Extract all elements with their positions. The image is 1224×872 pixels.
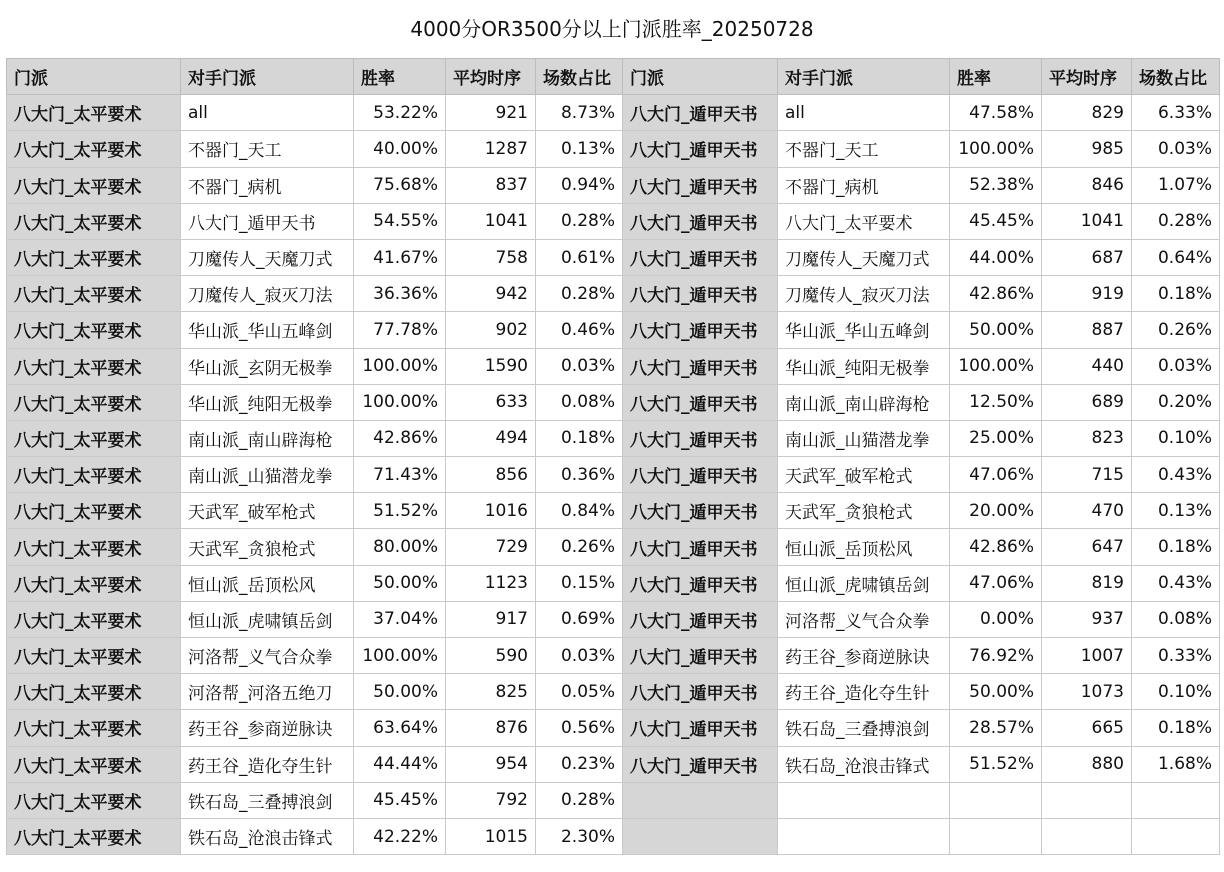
cell-avg-time-right[interactable]: 647 bbox=[1042, 529, 1132, 565]
cell-avg-time-left[interactable]: 1590 bbox=[446, 348, 536, 384]
cell-share-left[interactable]: 0.05% bbox=[536, 674, 623, 710]
cell-share-right[interactable]: 0.10% bbox=[1132, 674, 1220, 710]
cell-avg-time-left[interactable]: 942 bbox=[446, 276, 536, 312]
cell-opponent-right[interactable]: 南山派_山猫潜龙拳 bbox=[778, 420, 950, 456]
cell-winrate-left[interactable]: 42.86% bbox=[354, 420, 446, 456]
header-avg-time-right[interactable]: 平均时序 bbox=[1042, 59, 1132, 95]
table-row bbox=[7, 493, 1220, 529]
cell-winrate-left[interactable]: 41.67% bbox=[354, 239, 446, 275]
cell-avg-time-left[interactable]: 729 bbox=[446, 529, 536, 565]
cell-opponent-right[interactable]: all bbox=[778, 95, 950, 131]
cell-winrate-right[interactable]: 50.00% bbox=[950, 312, 1042, 348]
cell-avg-time-right[interactable]: 919 bbox=[1042, 276, 1132, 312]
cell-opponent-right[interactable]: 刀魔传人_天魔刀式 bbox=[778, 239, 950, 275]
cell-winrate-left[interactable]: 40.00% bbox=[354, 131, 446, 167]
cell-avg-time-right[interactable]: 665 bbox=[1042, 710, 1132, 746]
cell-avg-time-right[interactable]: 440 bbox=[1042, 348, 1132, 384]
cell-share-left[interactable]: 0.26% bbox=[536, 529, 623, 565]
cell-opponent-right[interactable]: 刀魔传人_寂灭刀法 bbox=[778, 276, 950, 312]
cell-school-right[interactable]: 八大门_遁甲天书 bbox=[623, 312, 778, 348]
cell-avg-time-left[interactable]: 1016 bbox=[446, 493, 536, 529]
cell-opponent-right[interactable]: 华山派_纯阳无极拳 bbox=[778, 348, 950, 384]
cell-school-left[interactable]: 八大门_太平要术 bbox=[7, 601, 181, 637]
header-share-right[interactable]: 场数占比 bbox=[1132, 59, 1220, 95]
cell-share-left[interactable]: 0.08% bbox=[536, 384, 623, 420]
cell-avg-time-right[interactable]: 715 bbox=[1042, 457, 1132, 493]
cell-school-right[interactable]: 八大门_遁甲天书 bbox=[623, 276, 778, 312]
cell-school-left[interactable]: 八大门_太平要术 bbox=[7, 746, 181, 782]
cell-opponent-right[interactable] bbox=[778, 782, 950, 818]
cell-school-left[interactable]: 八大门_太平要术 bbox=[7, 710, 181, 746]
cell-share-left[interactable]: 0.28% bbox=[536, 203, 623, 239]
cell-school-right[interactable]: 八大门_遁甲天书 bbox=[623, 95, 778, 131]
cell-school-left[interactable]: 八大门_太平要术 bbox=[7, 782, 181, 818]
table-row bbox=[7, 312, 1220, 348]
cell-share-right[interactable]: 0.43% bbox=[1132, 565, 1220, 601]
cell-opponent-left[interactable]: 南山派_南山辟海枪 bbox=[181, 420, 354, 456]
header-row bbox=[7, 59, 1220, 95]
cell-share-left[interactable]: 0.84% bbox=[536, 493, 623, 529]
cell-share-right[interactable]: 0.18% bbox=[1132, 276, 1220, 312]
cell-opponent-left[interactable]: 天武军_贪狼枪式 bbox=[181, 529, 354, 565]
cell-share-left[interactable]: 0.69% bbox=[536, 601, 623, 637]
cell-avg-time-right[interactable]: 937 bbox=[1042, 601, 1132, 637]
cell-share-left[interactable]: 0.46% bbox=[536, 312, 623, 348]
cell-winrate-left[interactable]: 51.52% bbox=[354, 493, 446, 529]
cell-winrate-right[interactable]: 47.58% bbox=[950, 95, 1042, 131]
cell-school-left[interactable]: 八大门_太平要术 bbox=[7, 565, 181, 601]
cell-opponent-right[interactable]: 铁石岛_沧浪击锋式 bbox=[778, 746, 950, 782]
table-row bbox=[7, 420, 1220, 456]
cell-share-right[interactable]: 0.28% bbox=[1132, 203, 1220, 239]
cell-share-left[interactable]: 0.03% bbox=[536, 638, 623, 674]
cell-opponent-left[interactable]: 恒山派_岳顶松风 bbox=[181, 565, 354, 601]
cell-winrate-left[interactable]: 80.00% bbox=[354, 529, 446, 565]
table-row bbox=[7, 818, 1220, 854]
cell-winrate-right[interactable]: 12.50% bbox=[950, 384, 1042, 420]
cell-school-right[interactable]: 八大门_遁甲天书 bbox=[623, 384, 778, 420]
cell-avg-time-right[interactable] bbox=[1042, 818, 1132, 854]
cell-winrate-right[interactable]: 42.86% bbox=[950, 529, 1042, 565]
cell-winrate-right[interactable]: 44.00% bbox=[950, 239, 1042, 275]
cell-winrate-right[interactable]: 42.86% bbox=[950, 276, 1042, 312]
cell-winrate-left[interactable]: 42.22% bbox=[354, 818, 446, 854]
table-row bbox=[7, 276, 1220, 312]
cell-share-right[interactable]: 0.03% bbox=[1132, 348, 1220, 384]
cell-share-right[interactable]: 6.33% bbox=[1132, 95, 1220, 131]
cell-share-right[interactable]: 0.18% bbox=[1132, 529, 1220, 565]
cell-avg-time-right[interactable]: 846 bbox=[1042, 167, 1132, 203]
cell-opponent-left[interactable]: 华山派_华山五峰剑 bbox=[181, 312, 354, 348]
cell-avg-time-right[interactable]: 689 bbox=[1042, 384, 1132, 420]
cell-share-right[interactable]: 1.07% bbox=[1132, 167, 1220, 203]
cell-school-left[interactable]: 八大门_太平要术 bbox=[7, 818, 181, 854]
cell-winrate-right[interactable]: 47.06% bbox=[950, 565, 1042, 601]
cell-share-right[interactable]: 0.20% bbox=[1132, 384, 1220, 420]
cell-share-right[interactable]: 0.64% bbox=[1132, 239, 1220, 275]
cell-school-right[interactable]: 八大门_遁甲天书 bbox=[623, 420, 778, 456]
cell-school-right[interactable]: 八大门_遁甲天书 bbox=[623, 746, 778, 782]
cell-opponent-right[interactable]: 药王谷_造化夺生针 bbox=[778, 674, 950, 710]
cell-opponent-left[interactable]: 药王谷_造化夺生针 bbox=[181, 746, 354, 782]
table-row bbox=[7, 601, 1220, 637]
cell-opponent-right[interactable]: 不器门_病机 bbox=[778, 167, 950, 203]
cell-school-left[interactable]: 八大门_太平要术 bbox=[7, 167, 181, 203]
cell-avg-time-left[interactable]: 856 bbox=[446, 457, 536, 493]
header-school-right[interactable]: 门派 bbox=[623, 59, 778, 95]
cell-opponent-right[interactable]: 药王谷_参商逆脉诀 bbox=[778, 638, 950, 674]
cell-winrate-left[interactable]: 77.78% bbox=[354, 312, 446, 348]
cell-opponent-left[interactable]: 河洛帮_河洛五绝刀 bbox=[181, 674, 354, 710]
cell-school-left[interactable]: 八大门_太平要术 bbox=[7, 638, 181, 674]
cell-opponent-right[interactable]: 不器门_天工 bbox=[778, 131, 950, 167]
cell-winrate-right[interactable]: 20.00% bbox=[950, 493, 1042, 529]
cell-school-right[interactable]: 八大门_遁甲天书 bbox=[623, 167, 778, 203]
winrate-table bbox=[6, 58, 1220, 855]
cell-winrate-right[interactable] bbox=[950, 782, 1042, 818]
table-row bbox=[7, 131, 1220, 167]
header-winrate-left[interactable]: 胜率 bbox=[354, 59, 446, 95]
cell-share-right[interactable]: 0.18% bbox=[1132, 710, 1220, 746]
cell-school-left[interactable]: 八大门_太平要术 bbox=[7, 131, 181, 167]
cell-share-right[interactable] bbox=[1132, 818, 1220, 854]
cell-avg-time-left[interactable]: 1015 bbox=[446, 818, 536, 854]
cell-winrate-left[interactable]: 71.43% bbox=[354, 457, 446, 493]
cell-share-left[interactable]: 0.28% bbox=[536, 782, 623, 818]
cell-share-left[interactable]: 0.94% bbox=[536, 167, 623, 203]
cell-winrate-left[interactable]: 36.36% bbox=[354, 276, 446, 312]
cell-winrate-right[interactable]: 45.45% bbox=[950, 203, 1042, 239]
cell-winrate-left[interactable]: 63.64% bbox=[354, 710, 446, 746]
cell-avg-time-left[interactable]: 876 bbox=[446, 710, 536, 746]
cell-avg-time-left[interactable]: 758 bbox=[446, 239, 536, 275]
cell-avg-time-left[interactable]: 1287 bbox=[446, 131, 536, 167]
table-row bbox=[7, 565, 1220, 601]
cell-school-left[interactable]: 八大门_太平要术 bbox=[7, 239, 181, 275]
cell-winrate-left[interactable]: 54.55% bbox=[354, 203, 446, 239]
cell-opponent-right[interactable]: 华山派_华山五峰剑 bbox=[778, 312, 950, 348]
cell-winrate-right[interactable]: 50.00% bbox=[950, 674, 1042, 710]
cell-share-left[interactable]: 0.03% bbox=[536, 348, 623, 384]
cell-school-right[interactable]: 八大门_遁甲天书 bbox=[623, 457, 778, 493]
cell-avg-time-right[interactable]: 687 bbox=[1042, 239, 1132, 275]
cell-opponent-left[interactable]: 天武军_破军枪式 bbox=[181, 493, 354, 529]
header-share-left[interactable]: 场数占比 bbox=[536, 59, 623, 95]
cell-school-right[interactable]: 八大门_遁甲天书 bbox=[623, 203, 778, 239]
header-school-left[interactable]: 门派 bbox=[7, 59, 181, 95]
cell-school-left[interactable]: 八大门_太平要术 bbox=[7, 312, 181, 348]
table-row bbox=[7, 529, 1220, 565]
cell-opponent-right[interactable]: 铁石岛_三叠搏浪剑 bbox=[778, 710, 950, 746]
table-row bbox=[7, 782, 1220, 818]
cell-share-left[interactable]: 0.61% bbox=[536, 239, 623, 275]
cell-avg-time-right[interactable] bbox=[1042, 782, 1132, 818]
cell-school-left[interactable]: 八大门_太平要术 bbox=[7, 457, 181, 493]
cell-share-right[interactable]: 0.26% bbox=[1132, 312, 1220, 348]
cell-avg-time-left[interactable]: 954 bbox=[446, 746, 536, 782]
cell-winrate-right[interactable]: 76.92% bbox=[950, 638, 1042, 674]
cell-school-right[interactable]: 八大门_遁甲天书 bbox=[623, 348, 778, 384]
cell-share-left[interactable]: 0.18% bbox=[536, 420, 623, 456]
cell-avg-time-right[interactable]: 819 bbox=[1042, 565, 1132, 601]
cell-opponent-left[interactable]: 恒山派_虎啸镇岳剑 bbox=[181, 601, 354, 637]
cell-opponent-left[interactable]: 不器门_病机 bbox=[181, 167, 354, 203]
cell-avg-time-left[interactable]: 1123 bbox=[446, 565, 536, 601]
cell-school-right[interactable]: 八大门_遁甲天书 bbox=[623, 131, 778, 167]
cell-school-right[interactable]: 八大门_遁甲天书 bbox=[623, 565, 778, 601]
cell-winrate-left[interactable]: 50.00% bbox=[354, 674, 446, 710]
cell-opponent-left[interactable]: 不器门_天工 bbox=[181, 131, 354, 167]
cell-school-right[interactable]: 八大门_遁甲天书 bbox=[623, 638, 778, 674]
cell-opponent-left[interactable]: 华山派_纯阳无极拳 bbox=[181, 384, 354, 420]
sheet-title: 4000分OR3500分以上门派胜率_20250728 bbox=[410, 17, 814, 41]
cell-winrate-left[interactable]: 44.44% bbox=[354, 746, 446, 782]
cell-winrate-right[interactable]: 51.52% bbox=[950, 746, 1042, 782]
cell-school-left[interactable]: 八大门_太平要术 bbox=[7, 674, 181, 710]
cell-winrate-right[interactable]: 28.57% bbox=[950, 710, 1042, 746]
header-winrate-right[interactable]: 胜率 bbox=[950, 59, 1042, 95]
cell-avg-time-left[interactable]: 837 bbox=[446, 167, 536, 203]
cell-school-right[interactable]: 八大门_遁甲天书 bbox=[623, 239, 778, 275]
cell-opponent-left[interactable]: 南山派_山猫潜龙拳 bbox=[181, 457, 354, 493]
table-row bbox=[7, 239, 1220, 275]
cell-school-right[interactable] bbox=[623, 818, 778, 854]
table-row bbox=[7, 384, 1220, 420]
cell-school-right[interactable]: 八大门_遁甲天书 bbox=[623, 710, 778, 746]
cell-winrate-left[interactable]: 37.04% bbox=[354, 601, 446, 637]
cell-avg-time-right[interactable]: 1041 bbox=[1042, 203, 1132, 239]
cell-winrate-left[interactable]: 53.22% bbox=[354, 95, 446, 131]
header-opponent-left[interactable]: 对手门派 bbox=[181, 59, 354, 95]
table-row bbox=[7, 746, 1220, 782]
cell-avg-time-right[interactable]: 823 bbox=[1042, 420, 1132, 456]
cell-opponent-left[interactable]: 刀魔传人_天魔刀式 bbox=[181, 239, 354, 275]
cell-winrate-left[interactable]: 45.45% bbox=[354, 782, 446, 818]
cell-opponent-right[interactable]: 河洛帮_义气合众拳 bbox=[778, 601, 950, 637]
cell-school-left[interactable]: 八大门_太平要术 bbox=[7, 384, 181, 420]
cell-opponent-left[interactable]: all bbox=[181, 95, 354, 131]
table-row bbox=[7, 203, 1220, 239]
cell-school-left[interactable]: 八大门_太平要术 bbox=[7, 420, 181, 456]
cell-winrate-left[interactable]: 75.68% bbox=[354, 167, 446, 203]
cell-avg-time-left[interactable]: 902 bbox=[446, 312, 536, 348]
cell-opponent-left[interactable]: 铁石岛_三叠搏浪剑 bbox=[181, 782, 354, 818]
cell-avg-time-left[interactable]: 494 bbox=[446, 420, 536, 456]
cell-opponent-right[interactable]: 恒山派_虎啸镇岳剑 bbox=[778, 565, 950, 601]
cell-share-left[interactable]: 0.15% bbox=[536, 565, 623, 601]
cell-share-right[interactable]: 0.13% bbox=[1132, 493, 1220, 529]
cell-avg-time-right[interactable]: 829 bbox=[1042, 95, 1132, 131]
table-row bbox=[7, 638, 1220, 674]
cell-avg-time-right[interactable]: 887 bbox=[1042, 312, 1132, 348]
cell-opponent-left[interactable]: 药王谷_参商逆脉诀 bbox=[181, 710, 354, 746]
table-row bbox=[7, 348, 1220, 384]
table-row bbox=[7, 95, 1220, 131]
cell-share-right[interactable]: 0.08% bbox=[1132, 601, 1220, 637]
cell-winrate-right[interactable]: 0.00% bbox=[950, 601, 1042, 637]
cell-school-left[interactable]: 八大门_太平要术 bbox=[7, 348, 181, 384]
cell-winrate-left[interactable]: 100.00% bbox=[354, 638, 446, 674]
cell-share-left[interactable]: 0.23% bbox=[536, 746, 623, 782]
cell-opponent-left[interactable]: 河洛帮_义气合众拳 bbox=[181, 638, 354, 674]
cell-share-right[interactable]: 0.43% bbox=[1132, 457, 1220, 493]
cell-avg-time-left[interactable]: 633 bbox=[446, 384, 536, 420]
cell-school-right[interactable]: 八大门_遁甲天书 bbox=[623, 674, 778, 710]
header-avg-time-left[interactable]: 平均时序 bbox=[446, 59, 536, 95]
cell-opponent-left[interactable]: 华山派_玄阴无极拳 bbox=[181, 348, 354, 384]
cell-avg-time-right[interactable]: 880 bbox=[1042, 746, 1132, 782]
cell-share-left[interactable]: 0.36% bbox=[536, 457, 623, 493]
cell-share-left[interactable]: 2.30% bbox=[536, 818, 623, 854]
cell-winrate-left[interactable]: 100.00% bbox=[354, 348, 446, 384]
cell-share-right[interactable]: 0.33% bbox=[1132, 638, 1220, 674]
cell-avg-time-left[interactable]: 825 bbox=[446, 674, 536, 710]
cell-share-right[interactable] bbox=[1132, 782, 1220, 818]
cell-share-left[interactable]: 8.73% bbox=[536, 95, 623, 131]
cell-school-right[interactable]: 八大门_遁甲天书 bbox=[623, 493, 778, 529]
cell-school-left[interactable]: 八大门_太平要术 bbox=[7, 203, 181, 239]
cell-school-right[interactable]: 八大门_遁甲天书 bbox=[623, 529, 778, 565]
cell-avg-time-left[interactable]: 1041 bbox=[446, 203, 536, 239]
cell-avg-time-left[interactable]: 917 bbox=[446, 601, 536, 637]
cell-avg-time-right[interactable]: 1073 bbox=[1042, 674, 1132, 710]
cell-opponent-right[interactable]: 八大门_太平要术 bbox=[778, 203, 950, 239]
cell-winrate-right[interactable]: 52.38% bbox=[950, 167, 1042, 203]
cell-opponent-right[interactable]: 南山派_南山辟海枪 bbox=[778, 384, 950, 420]
cell-opponent-right[interactable]: 恒山派_岳顶松风 bbox=[778, 529, 950, 565]
cell-school-left[interactable]: 八大门_太平要术 bbox=[7, 529, 181, 565]
cell-school-left[interactable]: 八大门_太平要术 bbox=[7, 276, 181, 312]
cell-avg-time-right[interactable]: 470 bbox=[1042, 493, 1132, 529]
table-row bbox=[7, 710, 1220, 746]
cell-winrate-right[interactable] bbox=[950, 818, 1042, 854]
cell-avg-time-left[interactable]: 921 bbox=[446, 95, 536, 131]
cell-opponent-left[interactable]: 铁石岛_沧浪击锋式 bbox=[181, 818, 354, 854]
table-row bbox=[7, 674, 1220, 710]
table-row bbox=[7, 457, 1220, 493]
cell-school-right[interactable]: 八大门_遁甲天书 bbox=[623, 601, 778, 637]
cell-avg-time-left[interactable]: 792 bbox=[446, 782, 536, 818]
cell-opponent-left[interactable]: 刀魔传人_寂灭刀法 bbox=[181, 276, 354, 312]
cell-winrate-right[interactable]: 47.06% bbox=[950, 457, 1042, 493]
cell-avg-time-right[interactable]: 1007 bbox=[1042, 638, 1132, 674]
cell-avg-time-left[interactable]: 590 bbox=[446, 638, 536, 674]
cell-school-left[interactable]: 八大门_太平要术 bbox=[7, 95, 181, 131]
cell-winrate-left[interactable]: 50.00% bbox=[354, 565, 446, 601]
table-row bbox=[7, 167, 1220, 203]
cell-share-right[interactable]: 0.03% bbox=[1132, 131, 1220, 167]
cell-opponent-right[interactable] bbox=[778, 818, 950, 854]
cell-opponent-right[interactable]: 天武军_破军枪式 bbox=[778, 457, 950, 493]
cell-share-left[interactable]: 0.28% bbox=[536, 276, 623, 312]
cell-share-right[interactable]: 1.68% bbox=[1132, 746, 1220, 782]
cell-share-right[interactable]: 0.10% bbox=[1132, 420, 1220, 456]
cell-opponent-left[interactable]: 八大门_遁甲天书 bbox=[181, 203, 354, 239]
cell-avg-time-right[interactable]: 985 bbox=[1042, 131, 1132, 167]
cell-winrate-left[interactable]: 100.00% bbox=[354, 384, 446, 420]
cell-winrate-right[interactable]: 100.00% bbox=[950, 131, 1042, 167]
cell-school-left[interactable]: 八大门_太平要术 bbox=[7, 493, 181, 529]
cell-winrate-right[interactable]: 100.00% bbox=[950, 348, 1042, 384]
cell-share-left[interactable]: 0.56% bbox=[536, 710, 623, 746]
cell-share-left[interactable]: 0.13% bbox=[536, 131, 623, 167]
cell-winrate-right[interactable]: 25.00% bbox=[950, 420, 1042, 456]
cell-opponent-right[interactable]: 天武军_贪狼枪式 bbox=[778, 493, 950, 529]
header-opponent-right[interactable]: 对手门派 bbox=[778, 59, 950, 95]
cell-school-right[interactable] bbox=[623, 782, 778, 818]
